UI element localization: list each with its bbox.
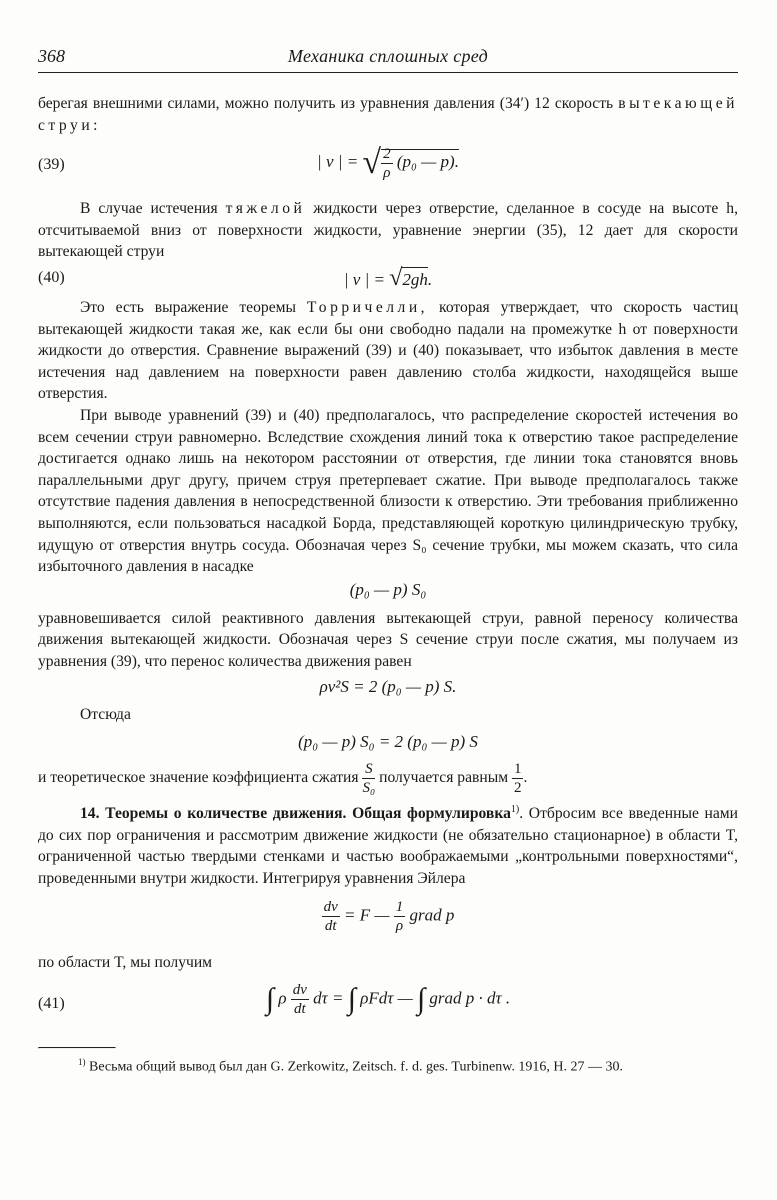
paragraph-coefficient bbox=[38, 760, 738, 797]
eq-part: dτ = bbox=[313, 988, 344, 1008]
emphasized-text: тяжелой bbox=[225, 200, 306, 218]
page-number: 368 bbox=[38, 46, 65, 66]
equation-number: (40) bbox=[38, 268, 65, 286]
eq-lhs: | v | = bbox=[343, 269, 385, 289]
paragraph-torricelli bbox=[38, 297, 738, 405]
paragraph-heavy-liquid bbox=[38, 198, 738, 263]
eq-body: (p₀ — p) S₀ bbox=[349, 579, 427, 599]
footnote bbox=[38, 1053, 738, 1077]
fraction-numerator: dv bbox=[292, 982, 307, 999]
fraction-numerator: dv bbox=[323, 898, 338, 915]
eq-part: grad p · dτ . bbox=[429, 988, 511, 1008]
radicand bbox=[381, 145, 459, 181]
integral-icon: ∫ bbox=[347, 982, 356, 1016]
eq-tail: grad p bbox=[409, 905, 455, 925]
equation-41 bbox=[38, 973, 738, 1039]
eq-mid: = F — bbox=[344, 905, 390, 925]
paragraph-text: и теоретическое значение коэффициента сжатия bbox=[38, 769, 359, 787]
radicand: 2gh bbox=[402, 267, 428, 289]
eq-body: (p₀ — p) S₀ = 2 (p₀ — p) S bbox=[298, 732, 478, 752]
eq-part: ρ bbox=[278, 988, 287, 1008]
book-page bbox=[38, 40, 738, 1077]
footnote-rule bbox=[38, 1047, 116, 1049]
equation-hence bbox=[38, 726, 738, 760]
fraction-denominator: dt bbox=[324, 917, 337, 934]
fraction-denominator: S₀ bbox=[362, 780, 376, 797]
equation-euler bbox=[38, 890, 738, 952]
fraction-denominator: ρ bbox=[383, 164, 391, 181]
paragraph-hence: Отсюда bbox=[80, 706, 131, 724]
paragraph-borda: При выводе уравнений (39) и (40) предполагалось, что распределение скоростей истечения во всем сечении струи равномерно. Вследствие схождения линий тока к отверстию такое распределение достигается однако лишь на некотором расстоянии от отверстия, где линии тока становятся вновь параллельными друг другу, причем струя претерпевает сжатие. При выводе предполагалось также отсутствие падения давления в непосредственной близости к отверстию. Эти требования приближенно выполняются, если пользоваться насадкой Борда, представляющей короткую цилиндрическую трубку, идущую от отверстия внутрь сосуда. Обозначая через S₀ сечение трубки, мы можем сказать, что сила избыточного давления в насадке bbox=[38, 406, 738, 576]
sqrt-icon: √ bbox=[389, 264, 403, 291]
integral-icon: ∫ bbox=[265, 982, 275, 1016]
fraction bbox=[362, 760, 375, 797]
eq-tail: . bbox=[427, 269, 433, 289]
fraction-numerator: 2 bbox=[383, 145, 391, 162]
fraction bbox=[291, 981, 309, 1018]
paragraph-intro bbox=[38, 93, 738, 136]
eq-part: ρFdτ — bbox=[360, 988, 413, 1008]
footnote-marker: 1) bbox=[78, 1057, 86, 1068]
paragraph-text: жидкости через отверстие, сделанное в сосуде на высоте h, отсчитываемой вниз от поверхности жидкости, уравнение энергии (35), 12 дает для скорости вытекающей струи bbox=[38, 200, 738, 261]
equation-momentum bbox=[38, 672, 738, 704]
fraction-numerator: 1 bbox=[513, 761, 522, 778]
paragraph-text: . Отбросим все введенные нами до сих пор ограничения и рассмотрим движение жидкости (не обязательно стационарное) в области T, ограниченной частью твердыми стенками и частью воображаемыми „контрольными поверхностями“, проведенными внутри жидкости. Интегрируя уравнения Эйлера bbox=[38, 805, 739, 888]
header-rule bbox=[38, 72, 738, 73]
fraction-numerator: 1 bbox=[395, 898, 404, 915]
equation-force bbox=[38, 578, 738, 608]
eq-body: ρv²S = 2 (p₀ — p) S. bbox=[319, 677, 457, 697]
equation-number: (39) bbox=[38, 156, 65, 174]
paragraph-text: скорость bbox=[554, 95, 614, 112]
integral-icon: ∫ bbox=[416, 982, 426, 1016]
emphasized-text: Торричелли, bbox=[306, 298, 429, 316]
running-header bbox=[38, 40, 738, 70]
emphasized-text: вытекающей струи: bbox=[38, 95, 738, 134]
footnote-marker: 1) bbox=[510, 804, 520, 816]
equation-40 bbox=[38, 263, 738, 297]
paragraph-text: которая утверждает, что скорость частиц вытекающей жидкости такая же, как если бы они свободно падали на промежутке h от поверхности жидкости до отверстия. Сравнение выражений (39) и (40) показывает, что избыток давления в месте истечения над давлением на поверхности равен давлению столба жидкости, находящейся выше отверстия. bbox=[38, 298, 738, 403]
paragraph-domain: по области T, мы получим bbox=[38, 953, 213, 971]
fraction bbox=[512, 760, 524, 797]
fraction bbox=[394, 898, 406, 935]
paragraph-text: получается равным bbox=[379, 769, 509, 787]
sentence-end: . bbox=[523, 769, 528, 787]
fraction-numerator: S bbox=[362, 760, 375, 779]
fraction bbox=[381, 145, 393, 182]
footnote-text: Весьма общий вывод был дан G. Zerkowitz, Zeitsch. f. d. ges. Turbinenw. 1916, H. 27 — 30. bbox=[89, 1059, 624, 1075]
sqrt-icon: √ bbox=[362, 144, 382, 182]
paragraph-text: берегая внешними силами, можно получить из уравнения давления (34′) 12 bbox=[38, 95, 550, 112]
eq-tail: (p₀ — p). bbox=[396, 152, 459, 172]
fraction-denominator: 2 bbox=[513, 780, 522, 797]
section-14 bbox=[38, 799, 738, 890]
paragraph-reaction: уравновешивается силой реактивного давления вытекающей струи, равной переносу количества движения вытекающей жидкости. Обозначая через S сечение струи после сжатия, мы получаем из уравнения (39), что перенос количества движения равен bbox=[38, 609, 738, 670]
paragraph-text: В случае истечения bbox=[80, 200, 218, 218]
fraction-denominator: ρ bbox=[395, 917, 404, 934]
fraction-denominator: dt bbox=[294, 1001, 306, 1018]
fraction bbox=[322, 898, 340, 935]
section-heading: 14. Теоремы о количестве движения. Общая формулировка bbox=[80, 805, 511, 823]
eq-lhs: | v | = bbox=[317, 152, 359, 172]
equation-39 bbox=[38, 136, 738, 198]
running-title: Механика сплошных сред bbox=[287, 46, 489, 66]
equation-number: (41) bbox=[38, 995, 65, 1013]
paragraph-text: Это есть выражение теоремы bbox=[80, 298, 296, 316]
